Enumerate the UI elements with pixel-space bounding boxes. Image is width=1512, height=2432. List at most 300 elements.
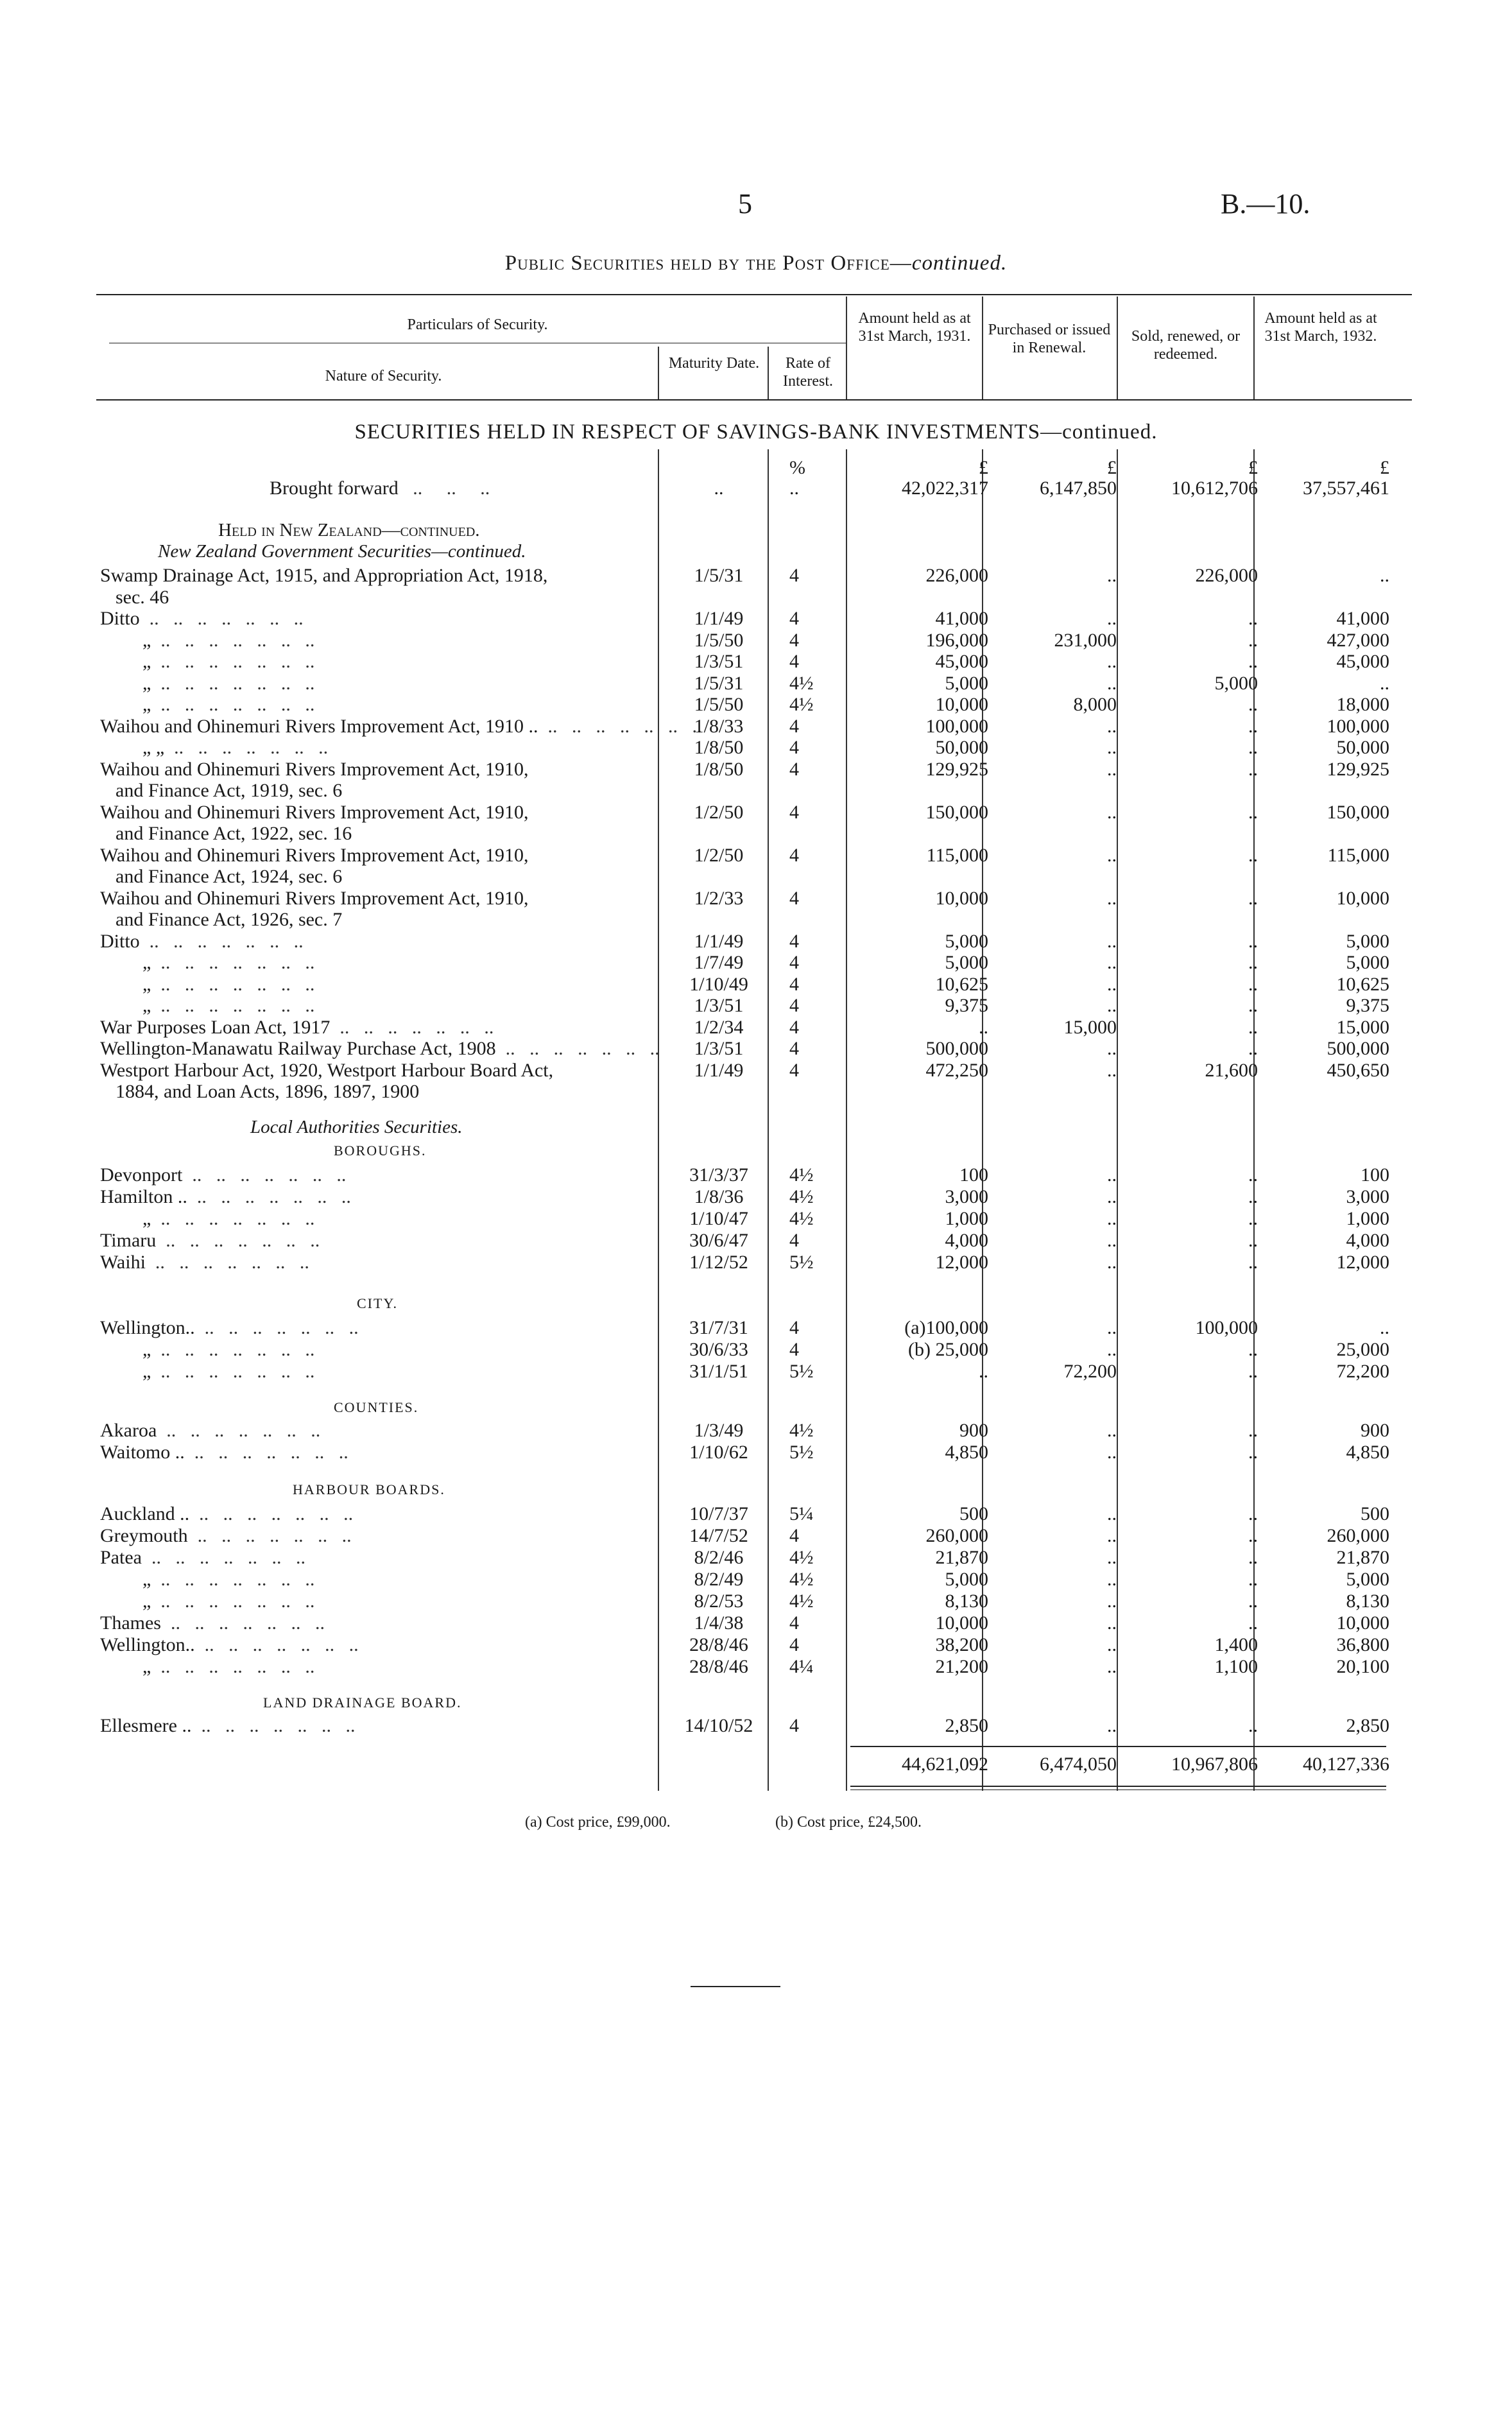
row-sold: 100,000 [1195,1317,1258,1338]
row-sold: 21,600 [1205,1059,1258,1081]
row-purchased: .. [1107,844,1117,866]
table-row [0,1656,1512,1682]
row-nature: Timaru .. .. .. .. .. .. .. [100,1230,320,1251]
row-rate: 4 [789,844,799,866]
row-rate: 4½ [789,1547,814,1568]
row-amount-1932: 115,000 [1327,844,1389,866]
row-amount-1932: 9,375 [1346,995,1389,1016]
row-amount-1931: 1,000 [945,1208,988,1229]
row-rate: 4¼ [789,1656,814,1677]
row-rate: 5½ [789,1252,814,1273]
row-sold: .. [1248,930,1258,952]
row-maturity: 1/10/62 [689,1442,748,1463]
row-rate: 4 [789,1339,799,1360]
row-purchased: .. [1107,715,1117,737]
subhead-nz-government: New Zealand Government Securities—continued. [158,541,526,562]
brought-forward-purchased: 6,147,850 [1040,478,1117,499]
row-sold: 1,100 [1214,1656,1258,1677]
row-rate: 5½ [789,1442,814,1463]
subhead-land-drainage: LAND DRAINAGE BOARD. [263,1695,462,1711]
row-sold: .. [1248,1591,1258,1612]
brought-forward-amount: 42,022,317 [902,478,988,499]
row-amount-1931: 900 [959,1420,988,1441]
row-amount-1932: 100,000 [1327,715,1389,737]
row-amount-1931: 41,000 [935,608,988,629]
row-amount-1931: 196,000 [925,629,988,651]
row-amount-1932: 25,000 [1336,1339,1389,1360]
row-sold: .. [1248,801,1258,823]
row-sold: 226,000 [1195,565,1258,586]
row-nature: Wellington.. .. .. .. .. .. .. .. [100,1634,359,1655]
row-maturity: 31/7/31 [689,1317,748,1338]
row-rate: 4 [789,565,799,586]
row-rate: 4 [789,973,799,995]
page-number: 5 [738,188,752,220]
row-nature: Wellington.. .. .. .. .. .. .. .. [100,1317,359,1338]
row-amount-1932: 129,925 [1327,758,1389,780]
row-amount-1931: 129,925 [925,758,988,780]
row-amount-1931: 5,000 [945,1569,988,1590]
total-amount: 44,621,092 [902,1754,988,1775]
row-rate: 4½ [789,1420,814,1441]
row-purchased: .. [1107,1208,1117,1229]
totals-bottom-rule [850,1786,1386,1787]
header-purchased: Purchased or issued in Renewal. [988,322,1111,356]
header-particulars: Particulars of Security. [407,316,548,333]
row-maturity: 1/5/31 [694,672,744,694]
row-amount-1932: 500 [1361,1503,1389,1524]
row-purchased: 8,000 [1073,694,1117,715]
row-sold: .. [1248,844,1258,866]
row-maturity: 14/7/52 [689,1525,748,1546]
row-rate: 4 [789,801,799,823]
row-sold: .. [1248,1503,1258,1524]
row-purchased: .. [1107,565,1117,586]
row-purchased: .. [1107,1252,1117,1273]
header-top-rule [96,294,1412,295]
row-nature-continuation: 1884, and Loan Acts, 1896, 1897, 1900 [116,1081,420,1102]
row-amount-1932: 10,000 [1336,1612,1389,1634]
header-sold: Sold, renewed, or redeemed. [1131,328,1241,363]
row-sold: .. [1248,758,1258,780]
footnote-a: (a) Cost price, £99,000. [525,1814,671,1831]
row-nature: Waihou and Ohinemuri Rivers Improvement Act, 1910, [100,801,529,823]
row-amount-1931: 38,200 [935,1634,988,1655]
row-sold: .. [1248,1442,1258,1463]
row-sold: .. [1248,1547,1258,1568]
row-amount-1932: 150,000 [1327,801,1389,823]
row-nature: „ .. .. .. .. .. .. .. [142,1569,315,1590]
row-sold: .. [1248,1230,1258,1251]
row-rate: 4 [789,1059,799,1081]
row-nature-continuation: sec. 46 [116,586,169,608]
row-purchased: .. [1107,1420,1117,1441]
row-rate: 4 [789,930,799,952]
row-purchased: .. [1107,1612,1117,1634]
row-maturity: 10/7/37 [689,1503,748,1524]
row-purchased: .. [1107,930,1117,952]
row-nature: „ .. .. .. .. .. .. .. [142,651,315,672]
row-sold: .. [1248,1186,1258,1207]
header-divider [1117,297,1118,399]
row-amount-1932: 100 [1361,1164,1389,1186]
row-amount-1931: 4,850 [945,1442,988,1463]
row-sold: .. [1248,952,1258,973]
row-nature: Hamilton .. .. .. .. .. .. .. .. [100,1186,351,1207]
row-rate: 4 [789,1230,799,1251]
row-sold: .. [1248,1525,1258,1546]
row-purchased: .. [1107,1164,1117,1186]
row-rate: 4 [789,1525,799,1546]
row-amount-1932: 8,130 [1346,1591,1389,1612]
row-sold: .. [1248,887,1258,909]
row-nature-continuation: and Finance Act, 1924, sec. 6 [116,866,343,887]
row-rate: 4 [789,608,799,629]
row-nature: Swamp Drainage Act, 1915, and Appropriation Act, 1918, [100,565,548,586]
row-rate: 4 [789,715,799,737]
row-maturity: 1/4/38 [694,1612,744,1634]
row-nature: „ .. .. .. .. .. .. .. [142,672,315,694]
row-amount-1931: (a)100,000 [904,1317,988,1338]
row-amount-1932: 15,000 [1336,1016,1389,1038]
row-amount-1932: 72,200 [1336,1361,1389,1382]
table-row-continuation [0,1081,661,1107]
row-rate: 4 [789,758,799,780]
row-nature: Waihi .. .. .. .. .. .. .. [100,1252,309,1273]
row-maturity: 1/2/33 [694,887,744,909]
header-amount-1932: Amount held as at 31st March, 1932. [1264,310,1377,345]
row-nature: Westport Harbour Act, 1920, Westport Harbour Board Act, [100,1059,554,1081]
row-amount-1931: 2,850 [945,1715,988,1736]
row-rate: 4½ [789,1186,814,1207]
row-amount-1932: 18,000 [1336,694,1389,715]
row-purchased: .. [1107,1656,1117,1677]
row-amount-1932: 41,000 [1336,608,1389,629]
row-sold: .. [1248,715,1258,737]
subhead-counties: COUNTIES. [334,1399,419,1415]
row-rate: 4½ [789,1591,814,1612]
table-row [0,1715,1512,1741]
row-amount-1931: 500,000 [925,1038,988,1059]
row-purchased: .. [1107,1715,1117,1736]
row-amount-1932: 4,000 [1346,1230,1389,1251]
row-amount-1931: .. [979,1016,988,1038]
total-held: 40,127,336 [1303,1754,1389,1775]
header-rate: Rate of Interest. [783,355,833,390]
row-maturity: 1/5/50 [694,629,744,651]
row-purchased: .. [1107,737,1117,758]
row-nature: Devonport .. .. .. .. .. .. .. [100,1164,347,1186]
row-amount-1932: .. [1380,1317,1389,1338]
row-rate: 5¼ [789,1503,814,1524]
table-row [0,1361,1512,1386]
row-sold: .. [1248,1016,1258,1038]
row-purchased: .. [1107,952,1117,973]
row-amount-1932: 2,850 [1346,1715,1389,1736]
row-sold: .. [1248,973,1258,995]
row-purchased: .. [1107,973,1117,995]
row-nature: Akaroa .. .. .. .. .. .. .. [100,1420,321,1441]
subhead-city: CITY. [357,1295,398,1311]
row-rate: 4½ [789,1208,814,1229]
row-sold: .. [1248,1612,1258,1634]
row-amount-1931: 4,000 [945,1230,988,1251]
row-maturity: 1/8/50 [694,758,744,780]
row-amount-1931: 9,375 [945,995,988,1016]
row-nature: „ .. .. .. .. .. .. .. [142,694,315,715]
row-amount-1931: 10,000 [935,887,988,909]
row-nature: Waihou and Ohinemuri Rivers Improvement Act, 1910, [100,887,529,909]
brought-forward-maturity: .. [714,478,724,499]
row-amount-1932: 4,850 [1346,1442,1389,1463]
row-amount-1931: 21,200 [935,1656,988,1677]
row-nature: War Purposes Loan Act, 1917 .. .. .. .. .. .. .. [100,1016,494,1038]
row-maturity: 1/10/47 [689,1208,748,1229]
row-purchased: 72,200 [1063,1361,1117,1382]
row-amount-1931: 115,000 [926,844,988,866]
total-purchased: 6,474,050 [1040,1754,1117,1775]
row-rate: 4 [789,1038,799,1059]
row-maturity: 1/2/34 [694,1016,744,1038]
row-purchased: .. [1107,1038,1117,1059]
row-purchased: .. [1107,887,1117,909]
row-amount-1931: (b) 25,000 [908,1339,988,1360]
row-nature: „ .. .. .. .. .. .. .. [142,1339,315,1360]
row-amount-1931: 5,000 [945,952,988,973]
row-amount-1931: 100,000 [925,715,988,737]
row-amount-1931: 260,000 [925,1525,988,1546]
row-maturity: 30/6/47 [689,1230,748,1251]
header-bottom-rule [96,399,1412,401]
brought-forward-rate: .. [789,478,799,499]
row-maturity: 28/8/46 [689,1634,748,1655]
row-nature: „ .. .. .. .. .. .. .. [142,1361,315,1382]
row-purchased: .. [1107,1525,1117,1546]
row-amount-1932: 20,100 [1336,1656,1389,1677]
subhead-harbour-boards: HARBOUR BOARDS. [293,1481,445,1497]
row-amount-1931: 5,000 [945,672,988,694]
row-purchased: .. [1107,1442,1117,1463]
row-rate: 4 [789,887,799,909]
row-nature: Ditto .. .. .. .. .. .. .. [100,930,304,952]
total-sold: 10,967,806 [1171,1754,1258,1775]
row-amount-1932: 5,000 [1346,930,1389,952]
row-amount-1932: 260,000 [1327,1525,1389,1546]
row-maturity: 1/12/52 [689,1252,748,1273]
row-amount-1931: .. [979,1361,988,1382]
row-purchased: .. [1107,651,1117,672]
row-amount-1931: 45,000 [935,651,988,672]
row-nature: „ .. .. .. .. .. .. .. [142,629,315,651]
row-amount-1932: 500,000 [1327,1038,1389,1059]
row-rate: 4 [789,1612,799,1634]
row-amount-1931: 3,000 [945,1186,988,1207]
row-amount-1932: 427,000 [1327,629,1389,651]
row-nature: „ .. .. .. .. .. .. .. [142,1208,315,1229]
row-rate: 4 [789,995,799,1016]
row-nature-continuation: and Finance Act, 1919, sec. 6 [116,780,343,801]
row-amount-1932: 5,000 [1346,952,1389,973]
row-maturity: 31/3/37 [689,1164,748,1186]
row-purchased: .. [1107,1591,1117,1612]
row-maturity: 1/2/50 [694,844,744,866]
row-amount-1931: 150,000 [925,801,988,823]
row-nature-continuation: and Finance Act, 1922, sec. 16 [116,823,352,844]
row-maturity: 14/10/52 [684,1715,753,1736]
row-nature: Auckland .. .. .. .. .. .. .. .. [100,1503,354,1524]
row-sold: .. [1248,1164,1258,1186]
brought-forward-sold: 10,612,706 [1171,478,1258,499]
section-heading: SECURITIES HELD IN RESPECT OF SAVINGS-BANK INVESTMENTS—continued. [354,420,1158,444]
row-rate: 4 [789,651,799,672]
row-sold: 5,000 [1214,672,1258,694]
row-sold: .. [1248,1420,1258,1441]
row-purchased: .. [1107,801,1117,823]
row-nature: Waitomo .. .. .. .. .. .. .. .. [100,1442,348,1463]
row-amount-1932: 10,000 [1336,887,1389,909]
row-sold: .. [1248,629,1258,651]
row-sold: .. [1248,1038,1258,1059]
row-sold: .. [1248,1569,1258,1590]
row-nature: Thames .. .. .. .. .. .. .. [100,1612,325,1634]
row-nature: Ditto .. .. .. .. .. .. .. [100,608,304,629]
row-purchased: .. [1107,1569,1117,1590]
row-sold: .. [1248,995,1258,1016]
row-sold: .. [1248,737,1258,758]
row-purchased: .. [1107,1317,1117,1338]
row-maturity: 8/2/49 [694,1569,744,1590]
row-amount-1932: 45,000 [1336,651,1389,672]
row-maturity: 1/5/31 [694,565,744,586]
row-sold: .. [1248,1252,1258,1273]
row-maturity: 1/8/36 [694,1186,744,1207]
header-nature: Nature of Security. [325,368,442,384]
row-maturity: 1/8/33 [694,715,744,737]
row-maturity: 1/8/50 [694,737,744,758]
row-amount-1931: 10,625 [935,973,988,995]
row-purchased: .. [1107,1503,1117,1524]
row-purchased: 231,000 [1054,629,1117,651]
table-row [0,1442,1512,1467]
row-purchased: .. [1107,1339,1117,1360]
row-amount-1931: 226,000 [925,565,988,586]
unit-amt: £ [979,457,988,478]
row-maturity: 1/3/51 [694,995,744,1016]
row-purchased: .. [1107,995,1117,1016]
row-nature: Greymouth .. .. .. .. .. .. .. [100,1525,352,1546]
row-amount-1932: 5,000 [1346,1569,1389,1590]
row-sold: .. [1248,1715,1258,1736]
page-title-main: Public Securities held by the Post Office— [504,252,912,275]
row-amount-1931: 8,130 [945,1591,988,1612]
row-nature-continuation: and Finance Act, 1926, sec. 7 [116,909,343,930]
row-sold: .. [1248,694,1258,715]
header-divider [658,347,659,399]
header-divider [768,347,769,399]
row-purchased: .. [1107,758,1117,780]
row-purchased: .. [1107,1634,1117,1655]
header-amount-1931: Amount held as at 31st March, 1931. [858,310,971,345]
row-sold: .. [1248,1208,1258,1229]
row-maturity: 1/3/51 [694,1038,744,1059]
subhead-local-authorities: Local Authorities Securities. [250,1117,463,1137]
totals-top-rule [850,1746,1386,1747]
row-amount-1931: 10,000 [935,1612,988,1634]
closing-rule [691,1986,780,1987]
document-reference: B.—10. [1221,188,1310,220]
row-maturity: 1/1/49 [694,1059,744,1081]
row-nature: „ „ .. .. .. .. .. .. .. [142,737,329,758]
row-maturity: 1/2/50 [694,801,744,823]
row-sold: 1,400 [1214,1634,1258,1655]
brought-forward-label: Brought forward .. .. .. [270,478,490,499]
row-nature: „ .. .. .. .. .. .. .. [142,1656,315,1677]
row-purchased: .. [1107,1230,1117,1251]
row-purchased: .. [1107,1059,1117,1081]
row-sold: .. [1248,1361,1258,1382]
unit-pur: £ [1107,457,1117,478]
row-amount-1932: .. [1380,565,1389,586]
row-rate: 4½ [789,672,814,694]
row-sold: .. [1248,651,1258,672]
brought-forward-row [0,478,1512,503]
row-amount-1932: 21,870 [1336,1547,1389,1568]
row-purchased: .. [1107,672,1117,694]
row-purchased: .. [1107,1186,1117,1207]
row-nature: Ellesmere .. .. .. .. .. .. .. .. [100,1715,356,1736]
row-maturity: 8/2/53 [694,1591,744,1612]
row-purchased: .. [1107,608,1117,629]
row-amount-1931: 100 [959,1164,988,1186]
row-nature: Waihou and Ohinemuri Rivers Improvement Act, 1910, [100,758,529,780]
row-nature: Patea .. .. .. .. .. .. .. [100,1547,305,1568]
row-maturity: 30/6/33 [689,1339,748,1360]
unit-rate: % [789,457,805,478]
subhead-boroughs: BOROUGHS. [334,1143,427,1159]
row-maturity: 1/1/49 [694,930,744,952]
row-amount-1932: 3,000 [1346,1186,1389,1207]
row-rate: 4 [789,1016,799,1038]
table-row [0,1252,1512,1277]
row-amount-1931: 12,000 [935,1252,988,1273]
row-nature: „ .. .. .. .. .. .. .. [142,995,315,1016]
row-purchased: .. [1107,1547,1117,1568]
row-rate: 4 [789,1634,799,1655]
totals-row [0,1754,1512,1779]
row-nature: „ .. .. .. .. .. .. .. [142,952,315,973]
row-rate: 4 [789,1715,799,1736]
row-maturity: 1/7/49 [694,952,744,973]
row-amount-1932: .. [1380,672,1389,694]
page-title [0,252,1512,275]
subhead-held-nz: Held in New Zealand—continued. [218,520,480,540]
header-divider [1253,297,1255,399]
row-maturity: 1/3/49 [694,1420,744,1441]
row-rate: 4 [789,1317,799,1338]
row-amount-1932: 1,000 [1346,1208,1389,1229]
row-amount-1931: 500 [959,1503,988,1524]
row-nature: Waihou and Ohinemuri Rivers Improvement Act, 1910 .. .. .. .. .. .. .. .. [100,715,702,737]
header-maturity: Maturity Date. [668,355,760,372]
row-maturity: 1/3/51 [694,651,744,672]
row-amount-1931: 472,250 [925,1059,988,1081]
row-amount-1931: 5,000 [945,930,988,952]
row-rate: 4 [789,629,799,651]
row-amount-1932: 10,625 [1336,973,1389,995]
header-divider [982,297,983,399]
row-rate: 5½ [789,1361,814,1382]
row-amount-1932: 450,650 [1327,1059,1389,1081]
